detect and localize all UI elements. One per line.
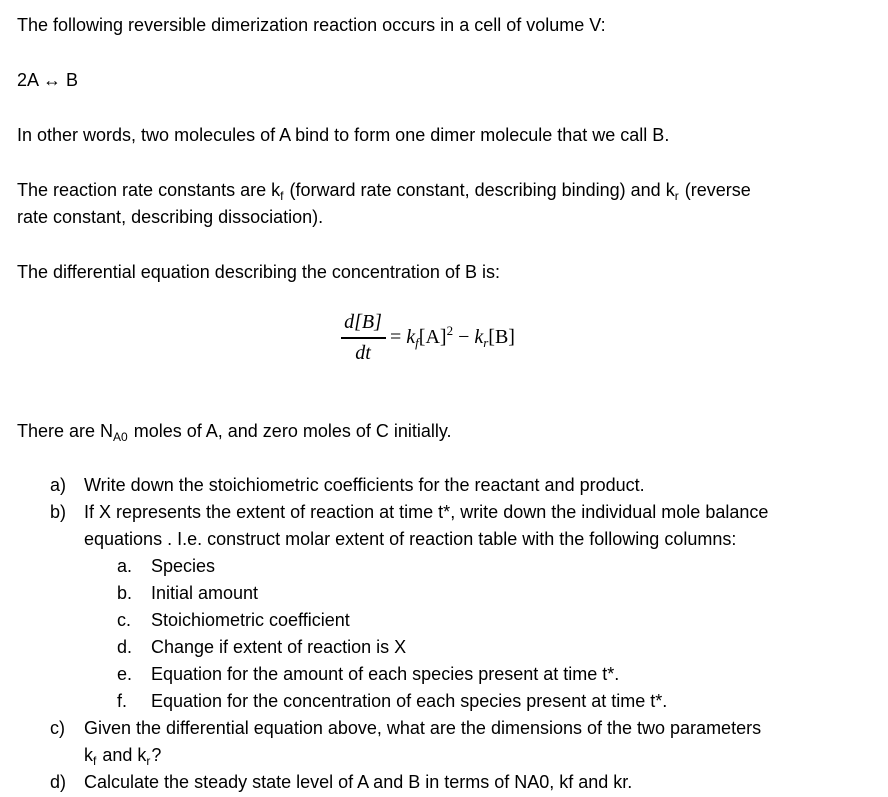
initial-text-2: moles of A, and zero moles of C initially.: [128, 421, 452, 441]
rates-text-3: (reverse: [679, 180, 751, 200]
concentration-a: [A]: [418, 326, 447, 348]
rates-text-2: (forward rate constant, describing binding) and k: [284, 180, 675, 200]
k-reverse: k: [474, 326, 484, 348]
question-c-text-2: and k: [97, 745, 147, 765]
k-reverse-subscript: r: [483, 335, 489, 350]
k-forward: k: [406, 326, 416, 348]
rate-constants-paragraph-line-2: rate constant, describing dissociation).: [17, 207, 324, 227]
rate-constants-paragraph-line-1: [17, 177, 751, 205]
question-c-line-2: [84, 742, 161, 770]
diffeq-intro: The differential equation describing the concentration of B is:: [17, 262, 500, 282]
fraction-bar: [341, 337, 386, 339]
column-e-marker: e.: [117, 664, 133, 684]
column-b-marker: b.: [117, 583, 133, 603]
column-c-marker: c.: [117, 610, 132, 630]
column-e-text: Equation for the amount of each species present at time t*.: [151, 664, 620, 684]
minus-sign: −: [458, 326, 470, 348]
question-a-marker: a): [50, 475, 67, 495]
question-b-line-2: equations . I.e. construct molar extent of reaction table with the following columns:: [84, 529, 737, 549]
initial-text-1: There are N: [17, 421, 114, 441]
equals-sign: =: [390, 326, 402, 348]
question-d-marker: d): [50, 772, 67, 792]
column-d-text: Change if extent of reaction is X: [151, 637, 407, 657]
square-exponent: 2: [446, 323, 454, 338]
question-c-text-3: ?: [151, 745, 162, 765]
question-c-kr-subscript: r: [146, 754, 151, 768]
column-f-marker: f.: [117, 691, 128, 711]
question-c-line-1: Given the differential equation above, what are the dimensions of the two parameters: [84, 718, 762, 738]
rates-text-1: The reaction rate constants are k: [17, 180, 281, 200]
question-b-marker: b): [50, 502, 67, 522]
question-b-line-1: If X represents the extent of reaction at time t*, write down the individual mole balance: [84, 502, 769, 522]
equation-rhs: [390, 324, 515, 352]
column-d-marker: d.: [117, 637, 133, 657]
column-f-text: Equation for the concentration of each species present at time t*.: [151, 691, 668, 711]
question-a-text: Write down the stoichiometric coefficients for the reactant and product.: [84, 475, 645, 495]
question-d-text: Calculate the steady state level of A and B in terms of NA0, kf and kr.: [84, 772, 633, 792]
reaction-equation: 2A ↔ B: [17, 70, 79, 90]
differential-equation: [340, 309, 580, 369]
k-forward-subscript: f: [415, 335, 419, 350]
question-c-text-1: k: [84, 745, 93, 765]
kr-subscript: r: [674, 189, 679, 203]
question-c-marker: c): [50, 718, 65, 738]
na0-subscript: A0: [113, 430, 128, 444]
column-a-text: Species: [151, 556, 216, 576]
intro-paragraph: The following reversible dimerization reaction occurs in a cell of volume V:: [17, 15, 606, 35]
fraction-denominator: dt: [355, 342, 371, 364]
column-b-text: Initial amount: [151, 583, 259, 603]
column-a-marker: a.: [117, 556, 133, 576]
column-c-text: Stoichiometric coefficient: [151, 610, 350, 630]
kf-subscript: f: [280, 189, 284, 203]
initial-conditions: [17, 418, 452, 446]
fraction-numerator: d[B]: [344, 311, 382, 333]
question-c-kf-subscript: f: [93, 754, 97, 768]
concentration-b: [B]: [488, 326, 515, 348]
explanation-paragraph: In other words, two molecules of A bind to form one dimer molecule that we call B.: [17, 125, 670, 145]
